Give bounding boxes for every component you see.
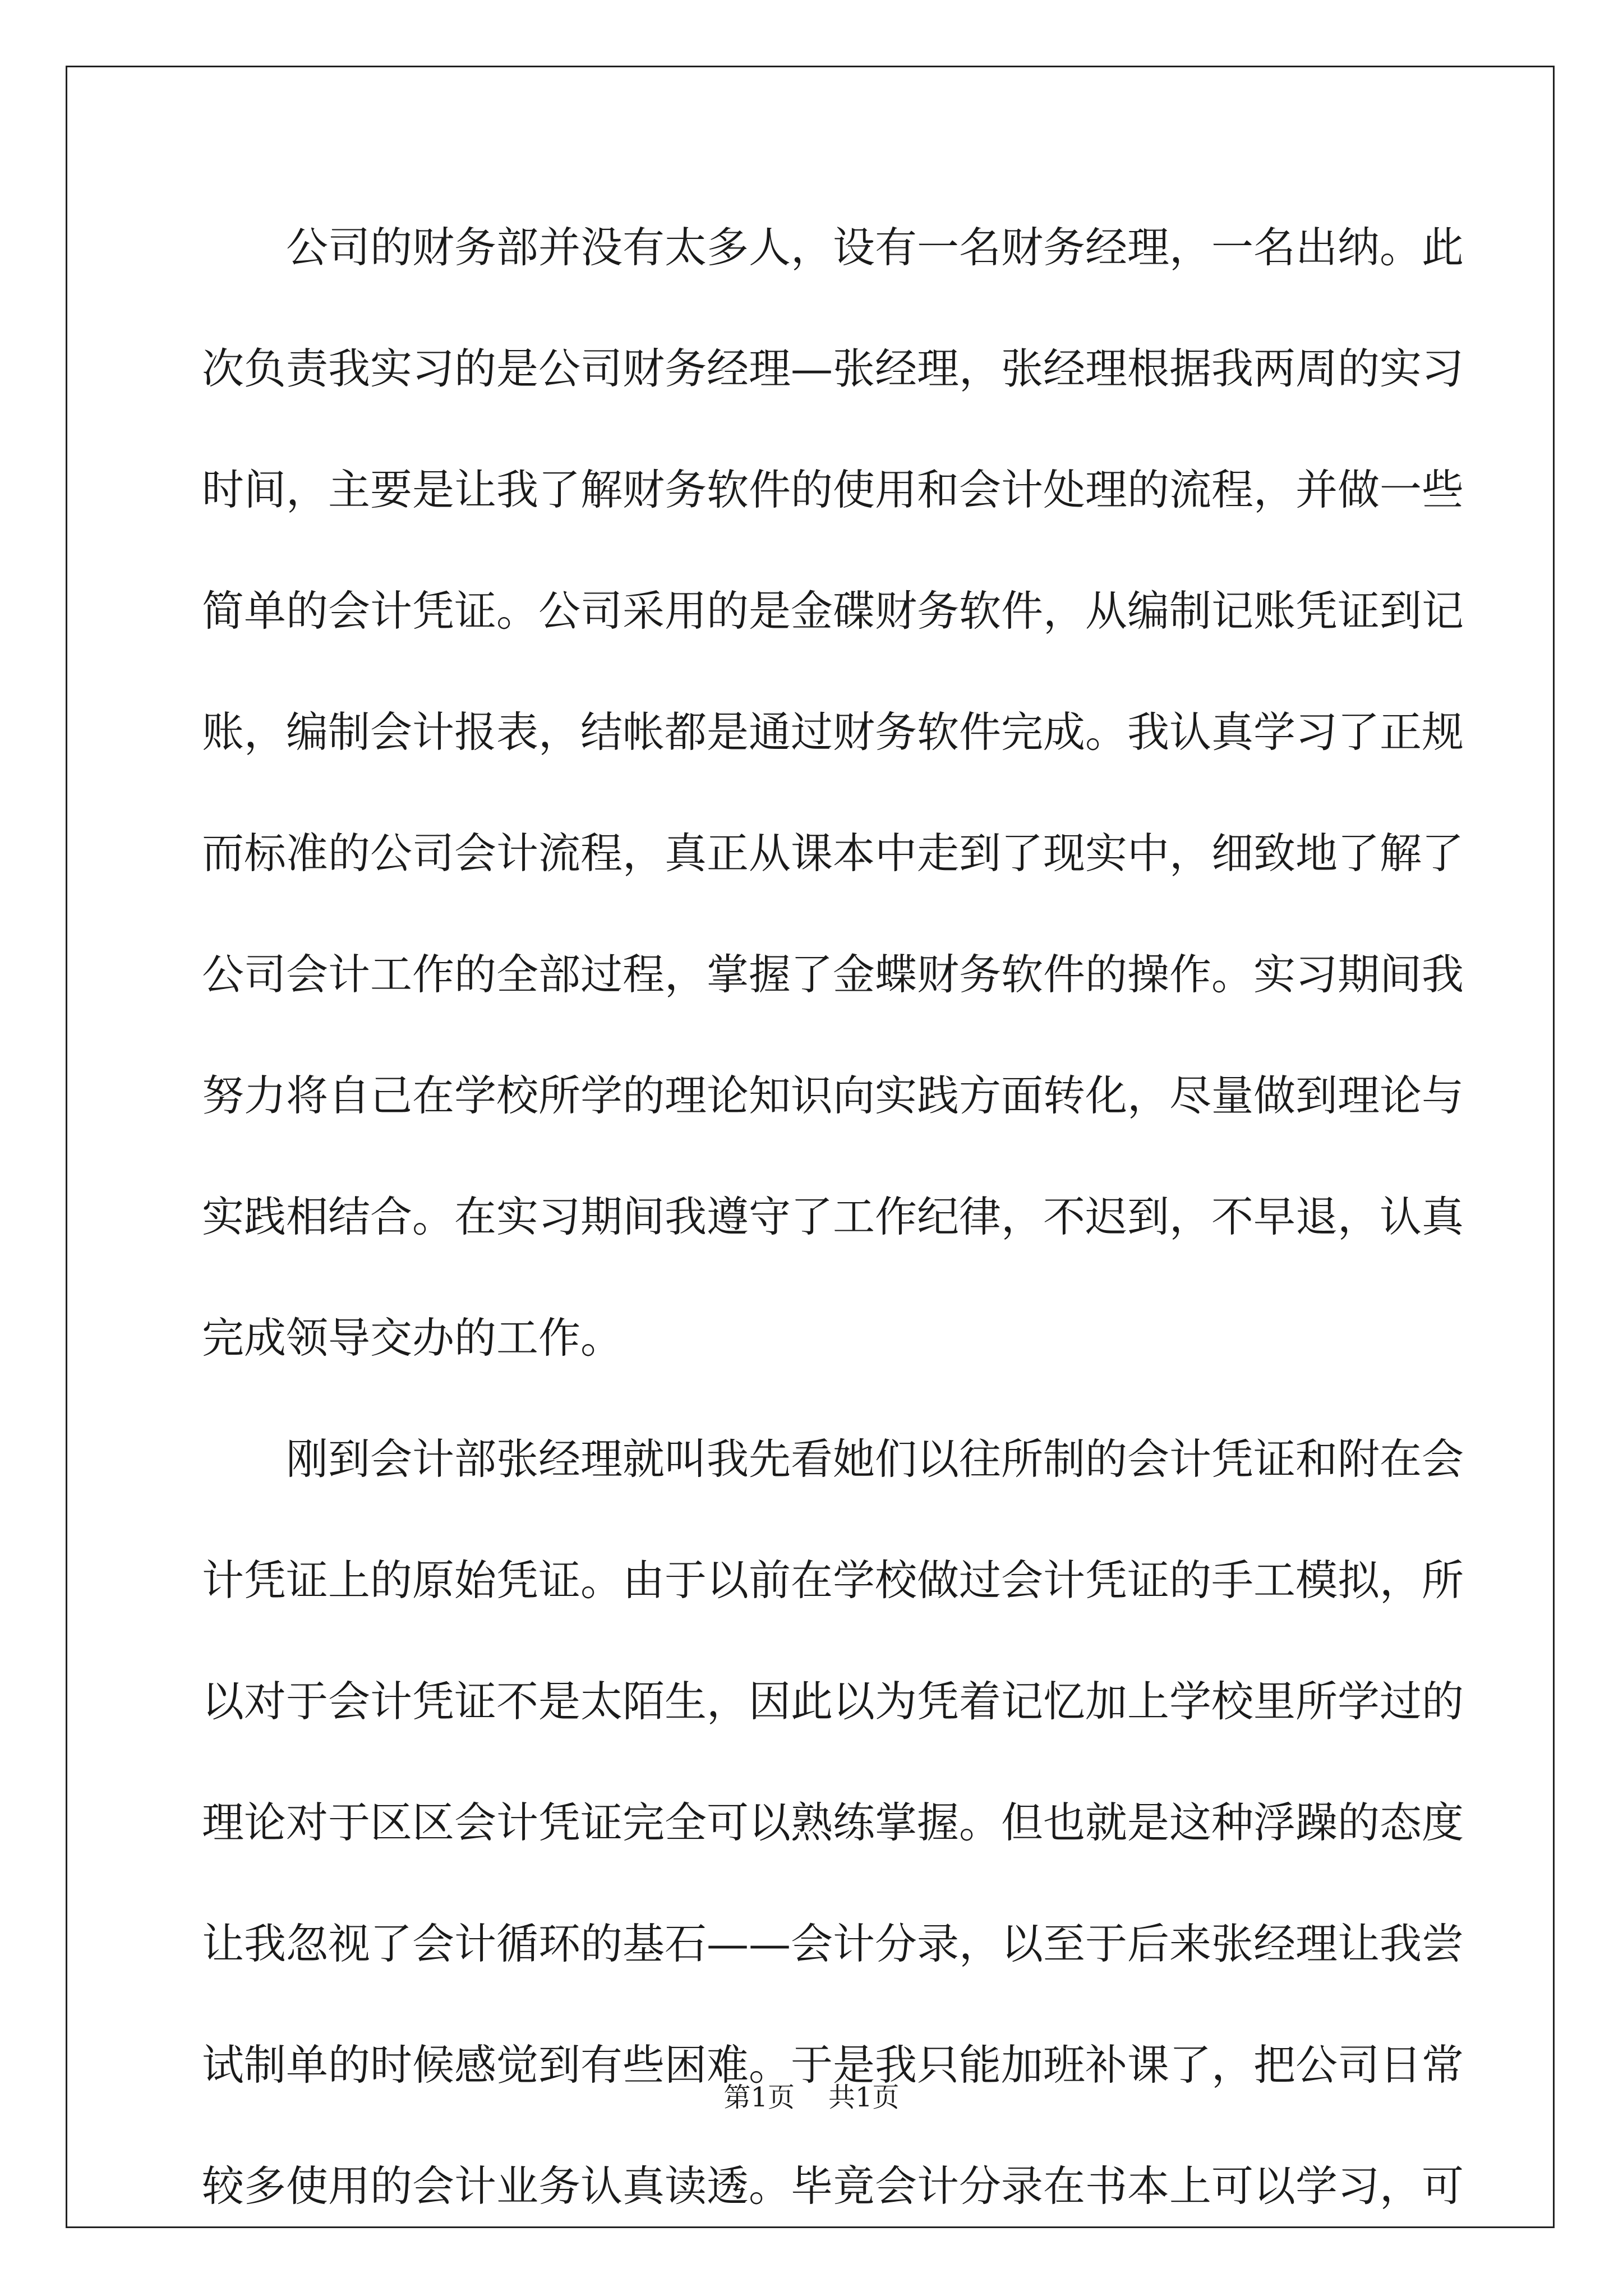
text-line: 公司的财务部并没有太多人，设有一名财务经理，一名出纳。此 [286, 223, 1464, 272]
text-line: 以对于会计凭证不是太陌生，因此以为凭着记忆加上学校里所学过的 [202, 1677, 1464, 1726]
text-line: 试制单的时候感觉到有些困难。于是我只能加班补课了，把公司日常 [202, 2040, 1464, 2090]
document-body [202, 208, 1464, 2267]
text-line: 而标准的公司会计流程，真正从课本中走到了现实中，细致地了解了 [202, 829, 1464, 878]
text-line: 计凭证上的原始凭证。由于以前在学校做过会计凭证的手工模拟，所 [202, 1556, 1464, 1605]
text-line: 次负责我实习的是公司财务经理—张经理，张经理根据我两周的实习 [202, 344, 1464, 393]
text-line: 完成领导交办的工作。 [202, 1313, 623, 1363]
page-number: 第1页 [723, 2082, 795, 2113]
text-line: 账，编制会计报表，结帐都是通过财务软件完成。我认真学习了正规 [202, 707, 1464, 757]
text-line: 努力将自己在学校所学的理论知识向实践方面转化，尽量做到理论与 [202, 1071, 1464, 1120]
text-line: 较多使用的会计业务认真读透。毕竟会计分录在书本上可以学习，可 [202, 2161, 1464, 2211]
text-line: 简单的会计凭证。公司采用的是金碟财务软件，从编制记账凭证到记 [202, 586, 1464, 636]
text-line: 理论对于区区会计凭证完全可以熟练掌握。但也就是这种浮躁的态度 [202, 1798, 1464, 1847]
text-line: 刚到会计部张经理就叫我先看她们以往所制的会计凭证和附在会 [286, 1434, 1464, 1484]
paragraph-1 [202, 208, 1464, 1419]
text-line: 让我忽视了会计循环的基石——会计分录，以至于后来张经理让我尝 [202, 1919, 1464, 1968]
text-line: 实践相结合。在实习期间我遵守了工作纪律，不迟到，不早退，认真 [202, 1192, 1464, 1241]
page-footer [0, 2076, 1623, 2114]
page-total: 共1页 [828, 2082, 900, 2113]
text-line: 时间，主要是让我了解财务软件的使用和会计处理的流程，并做一些 [202, 465, 1464, 514]
paragraph-2 [202, 1419, 1464, 2267]
text-line: 公司会计工作的全部过程，掌握了金蝶财务软件的操作。实习期间我 [202, 950, 1464, 999]
